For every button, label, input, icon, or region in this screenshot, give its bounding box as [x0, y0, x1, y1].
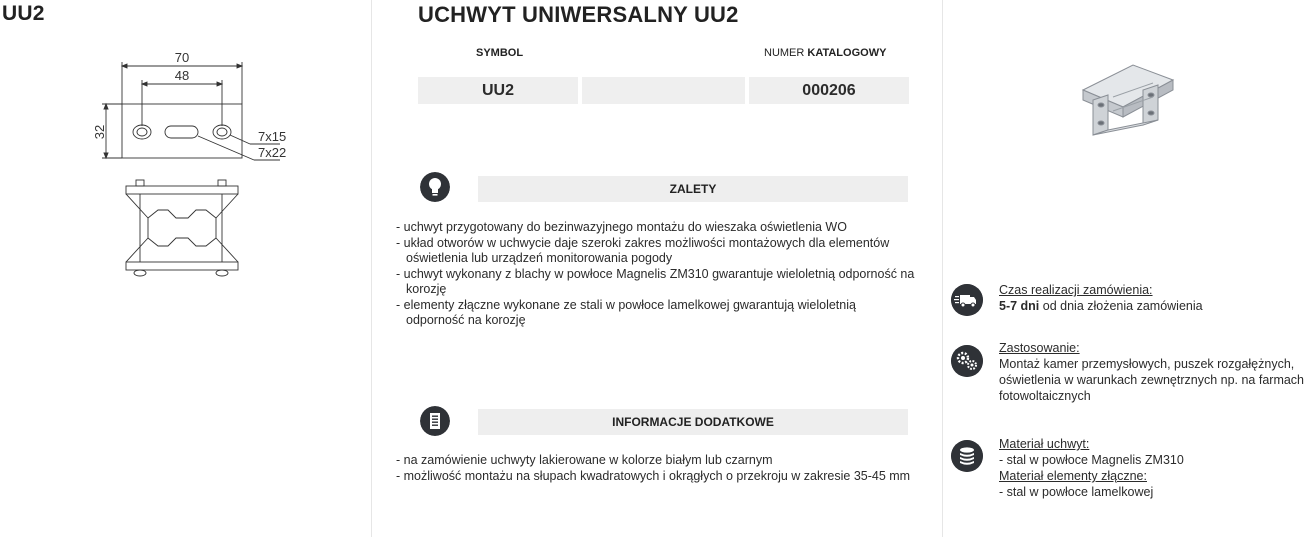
list-item: - uchwyt wykonany z blachy w powłoce Magnelis ZM310 gwarantuje wieloletnią odporność na korozję	[396, 266, 915, 296]
additional-info-header: INFORMACJE DODATKOWE	[478, 409, 908, 435]
advantages-header: ZALETY	[478, 176, 908, 202]
middle-column	[371, 0, 942, 537]
dim-width-inner: 48	[174, 68, 190, 83]
lightbulb-icon	[420, 172, 450, 202]
symbol-value: UU2	[418, 77, 578, 104]
document-icon	[420, 406, 450, 436]
catalog-value: 000206	[749, 77, 909, 104]
application-text: Montaż kamer przemysłowych, puszek rozgałężnych, oświetlenia w warunkach zewnętrznych np. na farmach fotowoltaicznych	[999, 357, 1305, 403]
product-code: UU2	[2, 2, 45, 25]
technical-drawing	[84, 40, 324, 280]
fasteners-text: - stal w powłoce lamelkowej	[999, 485, 1154, 499]
catalog-header-prefix: NUMER	[764, 47, 808, 59]
material-text: - stal w powłoce Magnelis ZM310	[999, 453, 1184, 467]
delivery-time: 5-7 dni	[999, 299, 1040, 313]
material-title: Materiał uchwyt:	[999, 437, 1090, 451]
material-info	[999, 436, 1304, 500]
page-title: UCHWYT UNIWERSALNY UU2	[418, 2, 739, 27]
list-item: - uchwyt przygotowany do bezinwazyjnego montażu do wieszaka oświetlenia WO	[396, 220, 847, 234]
application-title: Zastosowanie:	[999, 341, 1080, 355]
dim-width-outer: 70	[174, 50, 190, 65]
fasteners-title: Materiał elementy złączne:	[999, 469, 1147, 483]
dim-height: 32	[92, 124, 107, 140]
list-item: - elementy złączne wykonane ze stali w powłoce lamelkowej gwarantują wieloletnią odporność na korozję	[396, 297, 856, 327]
catalog-header-bold: KATALOGOWY	[807, 47, 887, 59]
additional-info-list	[396, 453, 916, 484]
delivery-truck-icon	[951, 284, 983, 316]
gears-icon	[951, 345, 983, 377]
delivery-info	[999, 282, 1304, 314]
catalog-header	[764, 47, 886, 59]
delivery-text	[999, 298, 1304, 314]
left-column	[0, 0, 370, 537]
hole-small-label: 7x15	[258, 129, 287, 144]
material-stack-icon	[951, 440, 983, 472]
delivery-rest: od dnia złożenia zamówienia	[1039, 299, 1203, 313]
product-image	[1063, 45, 1193, 145]
application-info	[999, 340, 1304, 404]
right-column	[942, 0, 1305, 537]
advantages-list	[396, 220, 916, 329]
list-item: - układ otworów w uchwycie daje szeroki zakres możliwości montażowych dla elementów oświetlenia lub urządzeń monitorowania pogody	[396, 235, 890, 265]
delivery-title: Czas realizacji zamówienia:	[999, 283, 1153, 297]
empty-cell	[582, 77, 745, 104]
list-item: - możliwość montażu na słupach kwadratowych i okrągłych o przekroju w zakresie 35-45 mm	[396, 468, 911, 483]
list-item: - na zamówienie uchwyty lakierowane w kolorze białym lub czarnym	[396, 453, 773, 467]
symbol-header: SYMBOL	[476, 47, 524, 59]
hole-large-label: 7x22	[258, 145, 287, 160]
